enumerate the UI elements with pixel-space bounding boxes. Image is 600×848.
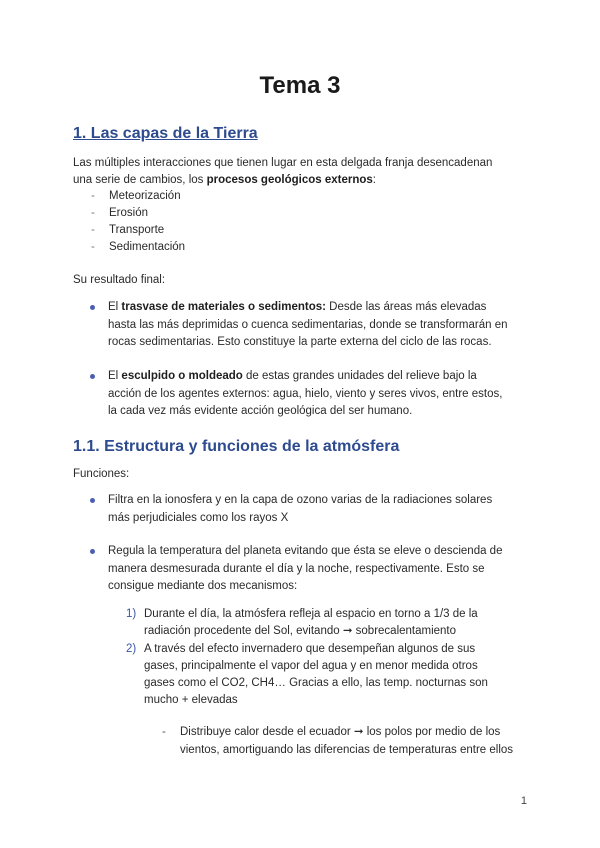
list-item: - Erosión [91, 207, 148, 219]
mechanism-2: 2) A través del efecto invernadero que desempeñan algunos de sus gases, principalmente el vapor del agua y en menor medida otros gases como el CO2, CH4… Gracias a ello, las temp. nocturnas son mucho + elevadas [126, 643, 488, 706]
sub-item-distribuye: - Distribuye calor desde el ecuador ➞ los polos por medio de los vientos, amortiguando las diferencias de temperaturas entre ellos [162, 726, 514, 756]
list-item: - Transporte [91, 224, 165, 236]
page-title: Tema 3 [259, 72, 341, 99]
intro-bold: procesos geológicos externos [206, 174, 373, 186]
bullet-regula: Regula la temperatura del planeta evitando que ésta se eleve o descienda de manera desmesurada durante el día y la noche, respectivamente. Esto se consigue mediante dos mecanismos: [108, 543, 513, 596]
section-heading-capas: 1. Las capas de la Tierra [73, 125, 258, 142]
bullet-filtra: Filtra en la ionosfera y en la capa de ozono varias de la radiaciones solares más perjudiciales como los rayos X [108, 492, 513, 527]
bullet-dot-icon [90, 549, 95, 554]
section-heading-atmosfera: 1.1. Estructura y funciones de la atmósfera [73, 438, 400, 455]
processes-list [73, 188, 185, 256]
bullet-dot-icon [90, 305, 95, 310]
result-label: Su resultado final: [73, 274, 166, 286]
bullet-dot-icon [90, 374, 95, 379]
mechanism-1: 1) Durante el día, la atmósfera refleja al espacio en torno a 1/3 de la radiación procedente del Sol, evitando ➞ sobrecalentamiento [126, 608, 478, 637]
intro-paragraph [73, 155, 533, 189]
list-item: - Sedimentación [91, 241, 186, 253]
bullet-trasvase: El trasvase de materiales o sedimentos: Desde las áreas más elevadas hasta las más deprimidas o cuenca sedimentarias, donde se transformarán en rocas sedimentarias. Esto constituye la parte externa del ciclo de las rocas. [108, 299, 513, 352]
bullet-dot-icon [90, 498, 95, 503]
intro-line-1: Las múltiples interacciones que tienen lugar en esta delgada franja desencadenan [73, 157, 493, 169]
intro-line-2: una serie de cambios, los procesos geológicos externos: [73, 174, 376, 186]
list-item: - Meteorización [91, 190, 181, 202]
bullet-esculpido: El esculpido o moldeado de estas grandes unidades del relieve bajo la acción de los agentes externos: agua, hielo, viento y seres vivos, entre estos, la cada vez más evidente acción geológica del ser humano. [108, 368, 513, 421]
page-number: 1 [520, 795, 527, 807]
functions-label: Funciones: [73, 468, 130, 480]
